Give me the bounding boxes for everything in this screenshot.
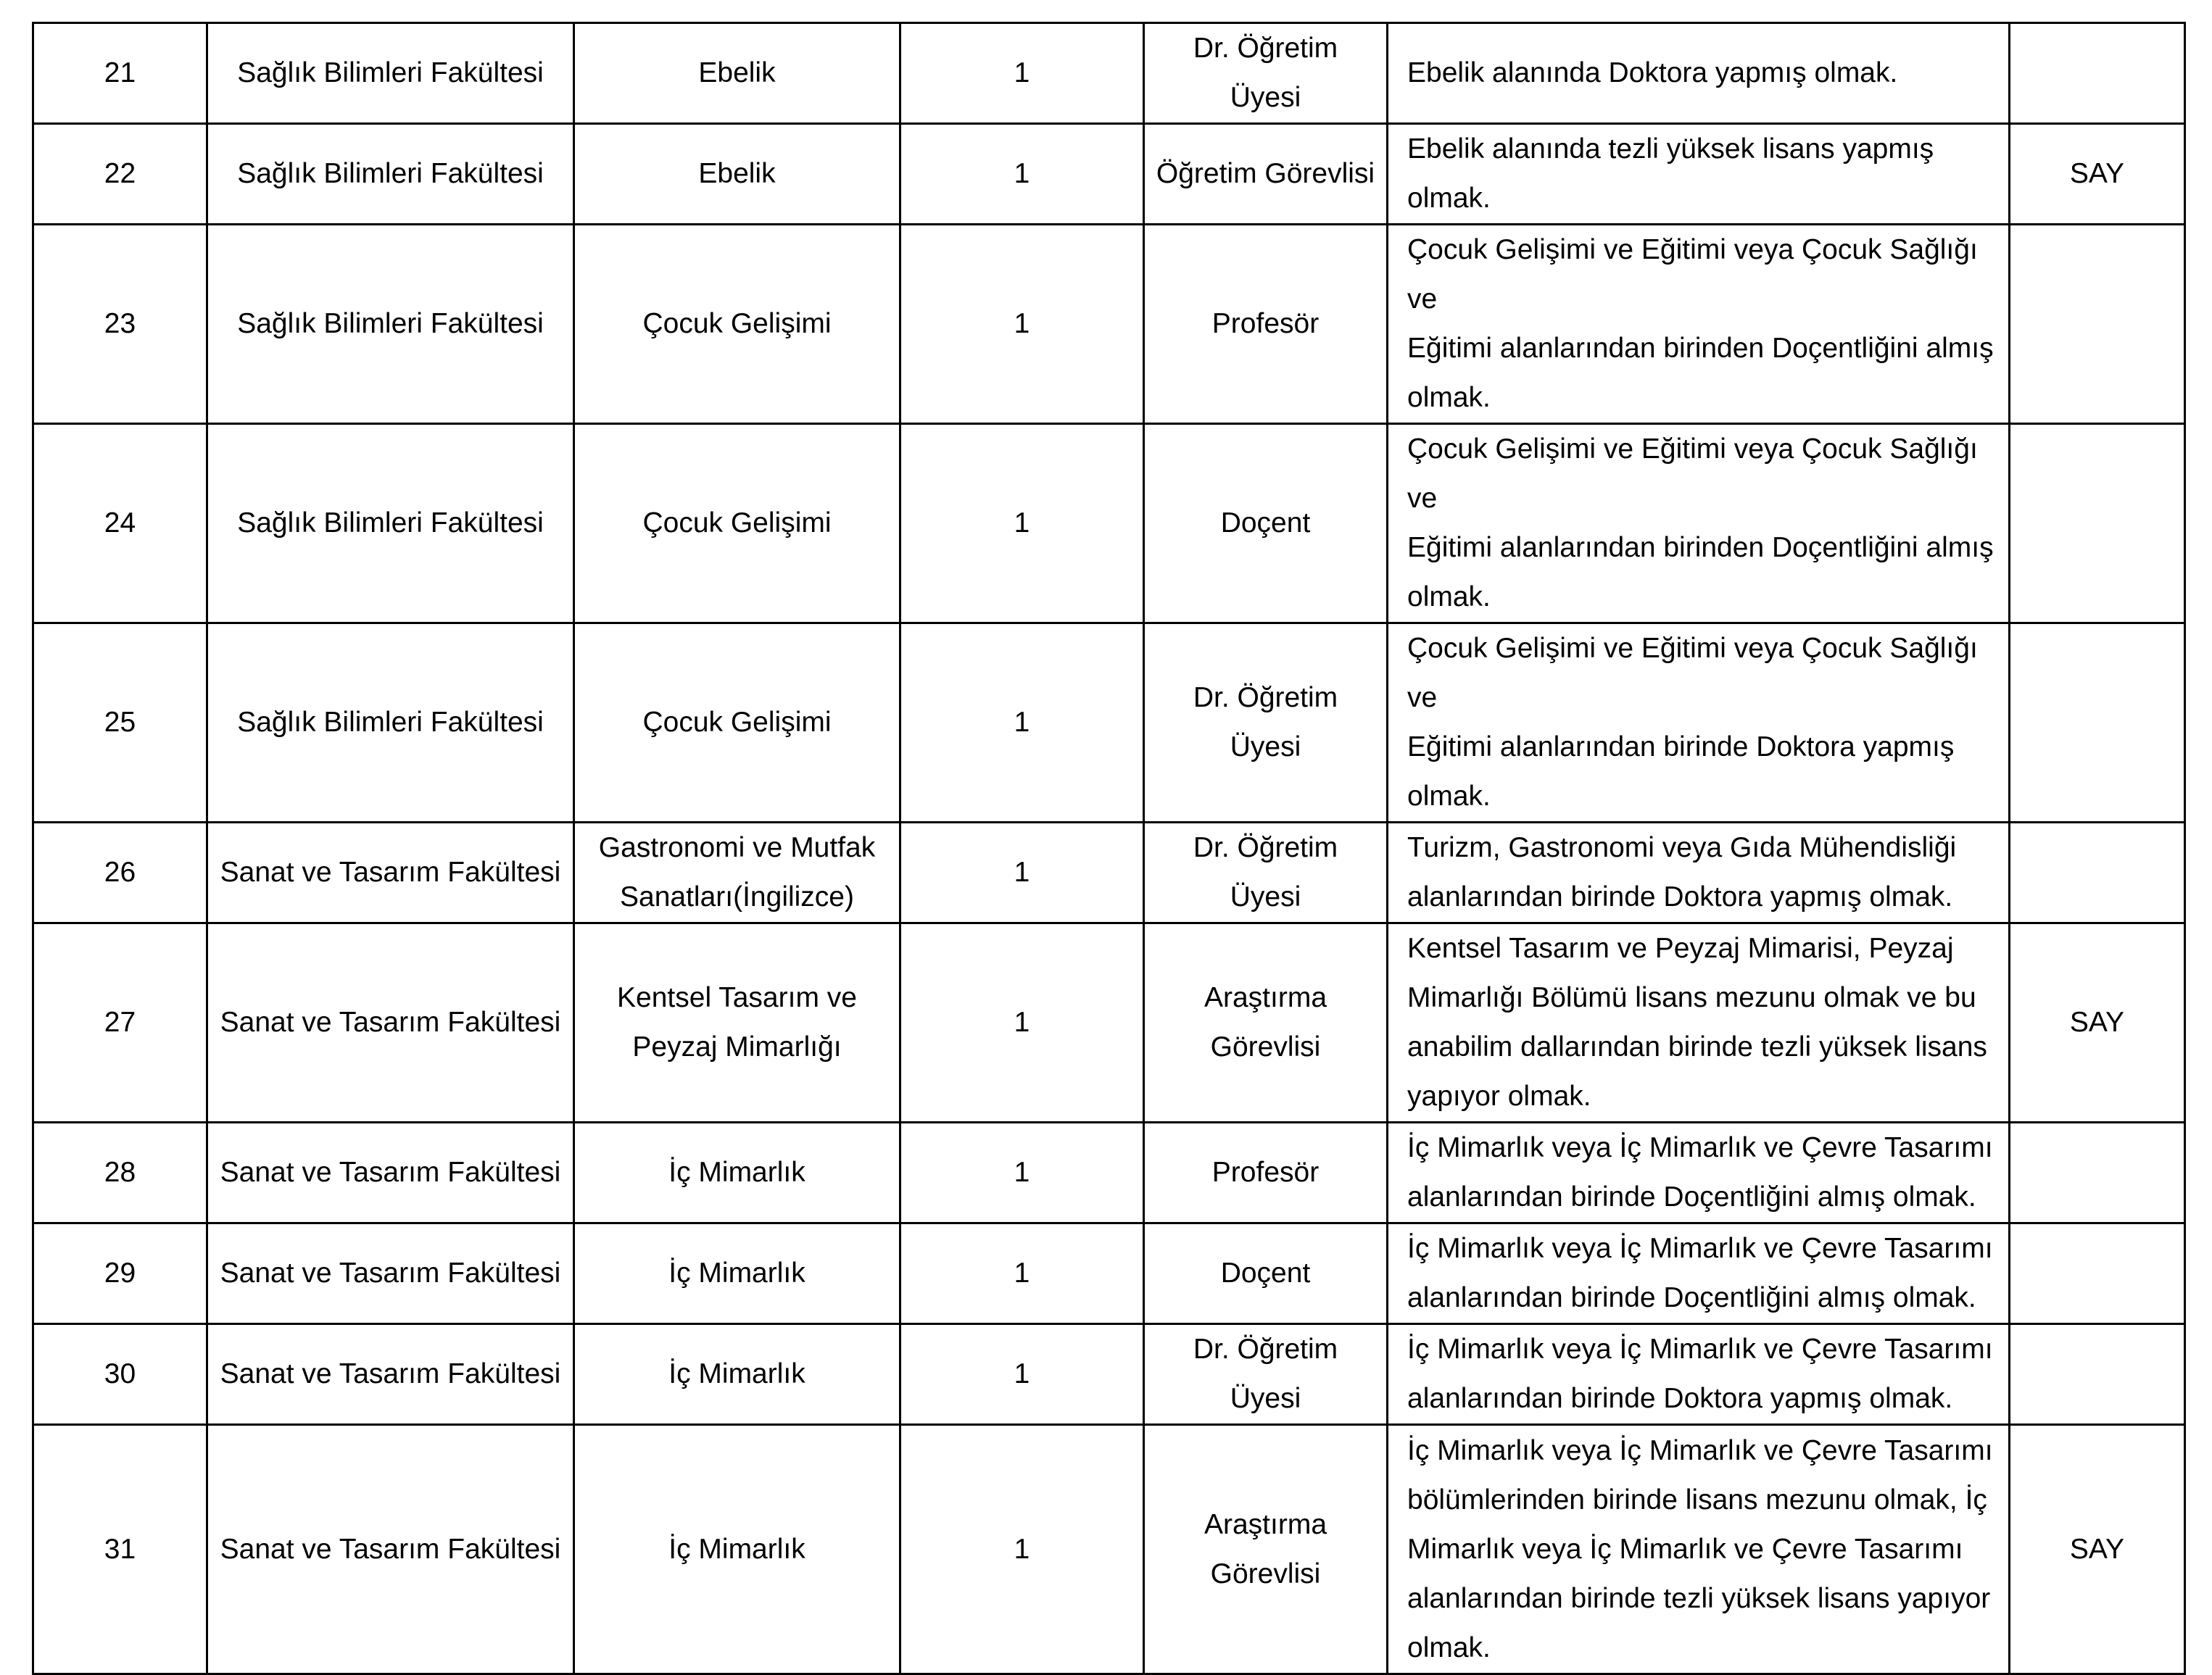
table-row bbox=[33, 23, 2185, 124]
requirement-cell-line: Ebelik alanında Doktora yapmış olmak. bbox=[1407, 57, 1898, 88]
exam-cell bbox=[2010, 1324, 2185, 1425]
exam-cell bbox=[2010, 1123, 2185, 1223]
requirement-cell bbox=[1388, 23, 2010, 124]
row-number: 26 bbox=[33, 823, 207, 923]
requirement-cell bbox=[1388, 225, 2010, 424]
requirement-cell-line: İç Mimarlık veya İç Mimarlık ve Çevre Tasarımı bbox=[1407, 1434, 1993, 1466]
requirement-cell bbox=[1388, 923, 2010, 1123]
table-row bbox=[33, 1223, 2185, 1324]
table-row bbox=[33, 1123, 2185, 1223]
requirement-cell-line: alanlarından birinde Doktora yapmış olmak. bbox=[1407, 1383, 1953, 1414]
table-row bbox=[33, 124, 2185, 225]
count-cell: 1 bbox=[900, 1223, 1144, 1324]
department-cell-line: Ebelik bbox=[698, 57, 776, 88]
title-cell bbox=[1144, 1324, 1388, 1425]
requirement-cell-line: İç Mimarlık veya İç Mimarlık ve Çevre Tasarımı bbox=[1407, 1132, 1993, 1163]
title-cell bbox=[1144, 623, 1388, 823]
requirement-cell bbox=[1388, 1324, 2010, 1425]
row-number: 27 bbox=[33, 923, 207, 1123]
department-cell bbox=[574, 623, 900, 823]
table-row bbox=[33, 225, 2185, 424]
table-row bbox=[33, 823, 2185, 923]
exam-cell bbox=[2010, 424, 2185, 623]
department-cell bbox=[574, 23, 900, 124]
position-table bbox=[32, 22, 2186, 1675]
count-cell: 1 bbox=[900, 1425, 1144, 1674]
table-row bbox=[33, 424, 2185, 623]
exam-cell bbox=[2010, 225, 2185, 424]
department-cell-line: Çocuk Gelişimi bbox=[642, 507, 832, 539]
requirement-cell-line: Eğitimi alanlarından birinden Doçentliğini almış bbox=[1407, 532, 1994, 563]
requirement-cell-line: alanlarından birinde Doçentliğini almış olmak. bbox=[1407, 1282, 1976, 1313]
count-cell: 1 bbox=[900, 1324, 1144, 1425]
requirement-cell-line: Eğitimi alanlarından birinde Doktora yapmış olmak. bbox=[1407, 731, 1955, 812]
title-cell bbox=[1144, 124, 1388, 225]
table-row bbox=[33, 623, 2185, 823]
row-number: 29 bbox=[33, 1223, 207, 1324]
requirement-cell-line: Turizm, Gastronomi veya Gıda Mühendisliği bbox=[1407, 832, 1957, 863]
requirement-cell-line: Çocuk Gelişimi ve Eğitimi veya Çocuk Sağlığı ve bbox=[1407, 234, 1978, 315]
title-cell bbox=[1144, 225, 1388, 424]
row-number: 25 bbox=[33, 623, 207, 823]
requirement-cell-line: Eğitimi alanlarından birinden Doçentliğini almış bbox=[1407, 333, 1994, 364]
count-cell: 1 bbox=[900, 424, 1144, 623]
table-body bbox=[33, 23, 2185, 1674]
requirement-cell-line: İç Mimarlık veya İç Mimarlık ve Çevre Tasarımı bbox=[1407, 1233, 1993, 1264]
count-cell: 1 bbox=[900, 23, 1144, 124]
department-cell-line: İç Mimarlık bbox=[668, 1533, 805, 1565]
table-row bbox=[33, 1324, 2185, 1425]
department-cell bbox=[574, 1223, 900, 1324]
title-cell-line: Doçent bbox=[1220, 507, 1311, 539]
department-cell-line: İç Mimarlık bbox=[668, 1157, 805, 1188]
department-cell bbox=[574, 1324, 900, 1425]
requirement-cell-line: Ebelik alanında tezli yüksek lisans yapmış olmak. bbox=[1407, 133, 1934, 214]
title-cell bbox=[1144, 23, 1388, 124]
requirement-cell-line: olmak. bbox=[1407, 382, 1491, 413]
department-cell bbox=[574, 823, 900, 923]
department-cell-line: Çocuk Gelişimi bbox=[642, 308, 832, 339]
faculty-cell: Sağlık Bilimleri Fakültesi bbox=[207, 623, 574, 823]
title-cell-line: Araştırma bbox=[1204, 1508, 1327, 1540]
exam-cell: SAY bbox=[2010, 124, 2185, 225]
faculty-cell: Sağlık Bilimleri Fakültesi bbox=[207, 23, 574, 124]
exam-cell bbox=[2010, 23, 2185, 124]
count-cell: 1 bbox=[900, 1123, 1144, 1223]
count-cell: 1 bbox=[900, 124, 1144, 225]
requirement-cell-line: Mimarlık veya İç Mimarlık ve Çevre Tasarımı bbox=[1407, 1533, 1963, 1565]
row-number: 24 bbox=[33, 424, 207, 623]
count-cell: 1 bbox=[900, 225, 1144, 424]
count-cell: 1 bbox=[900, 823, 1144, 923]
faculty-cell: Sanat ve Tasarım Fakültesi bbox=[207, 823, 574, 923]
department-cell-line: Kentsel Tasarım ve bbox=[617, 982, 857, 1013]
row-number: 28 bbox=[33, 1123, 207, 1223]
faculty-cell: Sanat ve Tasarım Fakültesi bbox=[207, 1324, 574, 1425]
faculty-cell: Sağlık Bilimleri Fakültesi bbox=[207, 424, 574, 623]
row-number: 30 bbox=[33, 1324, 207, 1425]
department-cell bbox=[574, 1123, 900, 1223]
requirement-cell bbox=[1388, 124, 2010, 225]
requirement-cell-line: bölümlerinden birinde lisans mezunu olmak, İç bbox=[1407, 1484, 1987, 1516]
faculty-cell: Sanat ve Tasarım Fakültesi bbox=[207, 1425, 574, 1674]
requirement-cell bbox=[1388, 1123, 2010, 1223]
requirement-cell-line: yapıyor olmak. bbox=[1407, 1081, 1591, 1112]
requirement-cell bbox=[1388, 1223, 2010, 1324]
requirement-cell-line: Mimarlığı Bölümü lisans mezunu olmak ve bu bbox=[1407, 982, 1976, 1013]
row-number: 22 bbox=[33, 124, 207, 225]
title-cell-line: Görevlisi bbox=[1210, 1031, 1321, 1063]
row-number: 23 bbox=[33, 225, 207, 424]
requirement-cell bbox=[1388, 1425, 2010, 1674]
requirement-cell-line: anabilim dallarından birinde tezli yüksek lisans bbox=[1407, 1031, 1987, 1063]
title-cell bbox=[1144, 424, 1388, 623]
requirement-cell-line: alanlarından birinde Doktora yapmış olmak. bbox=[1407, 881, 1953, 913]
department-cell-line: Ebelik bbox=[698, 158, 776, 189]
title-cell-line: Dr. Öğretim Üyesi bbox=[1193, 682, 1338, 762]
title-cell-line: Dr. Öğretim Üyesi bbox=[1193, 832, 1338, 913]
count-cell: 1 bbox=[900, 623, 1144, 823]
exam-cell bbox=[2010, 1223, 2185, 1324]
title-cell bbox=[1144, 823, 1388, 923]
faculty-cell: Sağlık Bilimleri Fakültesi bbox=[207, 124, 574, 225]
exam-cell: SAY bbox=[2010, 1425, 2185, 1674]
requirement-cell-line: olmak. bbox=[1407, 581, 1491, 612]
requirement-cell-line: Kentsel Tasarım ve Peyzaj Mimarisi, Peyzaj bbox=[1407, 933, 1954, 964]
title-cell-line: Dr. Öğretim Üyesi bbox=[1193, 33, 1338, 113]
title-cell-line: Profesör bbox=[1211, 1157, 1320, 1188]
requirement-cell-line: Çocuk Gelişimi ve Eğitimi veya Çocuk Sağlığı ve bbox=[1407, 633, 1978, 713]
exam-cell bbox=[2010, 623, 2185, 823]
row-number: 31 bbox=[33, 1425, 207, 1674]
table-row bbox=[33, 1425, 2185, 1674]
title-cell-line: Doçent bbox=[1220, 1258, 1311, 1289]
department-cell-line: Sanatları(İngilizce) bbox=[620, 881, 854, 913]
department-cell-line: Gastronomi ve Mutfak bbox=[598, 832, 876, 863]
faculty-cell: Sanat ve Tasarım Fakültesi bbox=[207, 1123, 574, 1223]
title-cell-line: Dr. Öğretim Üyesi bbox=[1193, 1334, 1338, 1414]
department-cell bbox=[574, 424, 900, 623]
exam-cell: SAY bbox=[2010, 923, 2185, 1123]
requirement-cell-line: Çocuk Gelişimi ve Eğitimi veya Çocuk Sağlığı ve bbox=[1407, 433, 1978, 514]
department-cell-line: Peyzaj Mimarlığı bbox=[632, 1031, 842, 1063]
title-cell bbox=[1144, 1123, 1388, 1223]
title-cell bbox=[1144, 1223, 1388, 1324]
department-cell bbox=[574, 923, 900, 1123]
requirement-cell-line: alanlarından birinde tezli yüksek lisans yapıyor bbox=[1407, 1582, 1991, 1614]
requirement-cell-line: İç Mimarlık veya İç Mimarlık ve Çevre Tasarımı bbox=[1407, 1334, 1993, 1365]
count-cell: 1 bbox=[900, 923, 1144, 1123]
title-cell-line: Öğretim Görevlisi bbox=[1156, 158, 1375, 189]
department-cell-line: İç Mimarlık bbox=[668, 1358, 805, 1389]
department-cell-line: Çocuk Gelişimi bbox=[642, 707, 832, 738]
title-cell-line: Araştırma bbox=[1204, 982, 1327, 1013]
title-cell bbox=[1144, 1425, 1388, 1674]
requirement-cell-line: alanlarından birinde Doçentliğini almış olmak. bbox=[1407, 1181, 1976, 1213]
department-cell bbox=[574, 124, 900, 225]
department-cell-line: İç Mimarlık bbox=[668, 1258, 805, 1289]
title-cell bbox=[1144, 923, 1388, 1123]
requirement-cell bbox=[1388, 424, 2010, 623]
requirement-cell bbox=[1388, 823, 2010, 923]
table-row bbox=[33, 923, 2185, 1123]
title-cell-line: Görevlisi bbox=[1210, 1558, 1321, 1589]
title-cell-line: Profesör bbox=[1211, 308, 1320, 339]
faculty-cell: Sanat ve Tasarım Fakültesi bbox=[207, 923, 574, 1123]
department-cell bbox=[574, 1425, 900, 1674]
row-number: 21 bbox=[33, 23, 207, 124]
exam-cell bbox=[2010, 823, 2185, 923]
faculty-cell: Sanat ve Tasarım Fakültesi bbox=[207, 1223, 574, 1324]
requirement-cell bbox=[1388, 623, 2010, 823]
requirement-cell-line: olmak. bbox=[1407, 1632, 1491, 1663]
faculty-cell: Sağlık Bilimleri Fakültesi bbox=[207, 225, 574, 424]
department-cell bbox=[574, 225, 900, 424]
